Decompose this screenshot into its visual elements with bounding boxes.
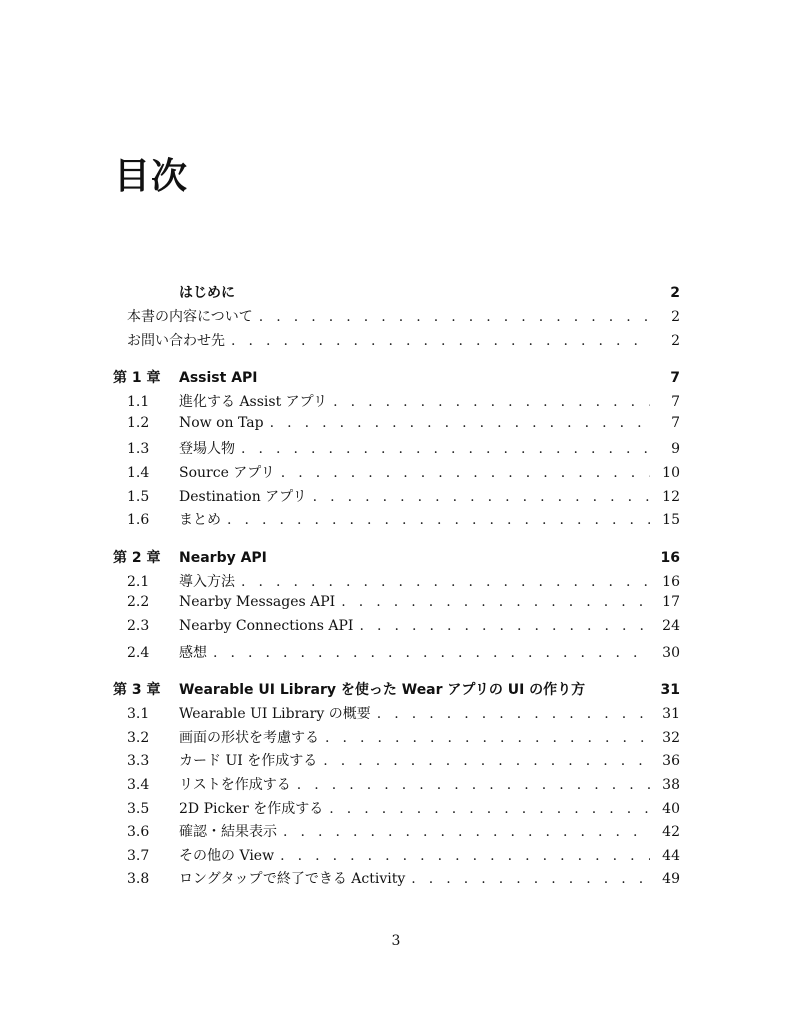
- page-title: 目次: [114, 156, 189, 197]
- toc-chapter: [113, 547, 680, 665]
- dot-leader: [280, 848, 650, 864]
- toc-chapter: [113, 367, 680, 533]
- chapter-number: 第 1 章: [113, 370, 161, 387]
- section-number: 3.8: [127, 871, 150, 888]
- section-number: 2.1: [127, 573, 150, 590]
- chapter-number: 第 2 章: [113, 549, 161, 566]
- toc-entry[interactable]: [113, 391, 680, 415]
- section-page: 36: [662, 753, 680, 770]
- toc-chapter: [113, 679, 680, 892]
- dot-leader: [227, 512, 650, 528]
- section-title: お問い合わせ先: [127, 332, 225, 349]
- toc-entry[interactable]: [113, 594, 680, 618]
- section-page: 7: [671, 394, 680, 411]
- section-title: 進化する Assist アプリ: [179, 394, 328, 411]
- chapter-page: 7: [670, 370, 680, 387]
- section-title: Nearby Connections API: [179, 617, 354, 634]
- section-title: 確認・結果表示: [179, 824, 277, 841]
- toc-entry[interactable]: [113, 774, 680, 798]
- section-number: 1.4: [127, 464, 150, 481]
- chapter-heading[interactable]: [113, 282, 680, 306]
- dot-leader: [333, 394, 650, 410]
- section-page: 32: [662, 729, 680, 746]
- chapter-number: 第 3 章: [113, 682, 161, 699]
- chapter-page: 2: [670, 285, 680, 301]
- section-number: 3.7: [127, 847, 150, 864]
- section-title: 登場人物: [179, 441, 235, 458]
- section-number: 1.5: [127, 488, 150, 505]
- toc-entry[interactable]: [113, 845, 680, 869]
- toc-entry[interactable]: [113, 330, 680, 354]
- toc-entry[interactable]: [113, 868, 680, 892]
- page-number: 3: [391, 933, 401, 949]
- section-page: 30: [662, 644, 680, 661]
- dot-leader: [281, 465, 650, 481]
- dot-leader: [313, 489, 650, 505]
- toc-entry[interactable]: [113, 415, 680, 439]
- section-number: 3.1: [127, 706, 150, 723]
- chapter-title: Assist API: [179, 370, 258, 387]
- dot-leader: [329, 801, 650, 817]
- dot-leader: [231, 333, 650, 349]
- toc-entry[interactable]: [113, 750, 680, 774]
- toc-entry[interactable]: [113, 703, 680, 727]
- section-page: 42: [662, 824, 680, 841]
- section-number: 3.6: [127, 824, 150, 841]
- section-page: 49: [662, 871, 680, 888]
- section-page: 44: [662, 847, 680, 864]
- chapter-title: はじめに: [179, 285, 235, 301]
- dot-leader: [213, 645, 650, 661]
- toc-entry[interactable]: [113, 486, 680, 510]
- section-title: Now on Tap: [179, 414, 264, 431]
- chapter-heading[interactable]: [113, 547, 680, 571]
- dot-leader: [241, 574, 650, 590]
- chapter-heading[interactable]: [113, 367, 680, 391]
- dot-leader: [283, 824, 650, 840]
- section-number: 3.5: [127, 800, 150, 817]
- chapter-page: 31: [660, 682, 680, 699]
- dot-leader: [241, 441, 650, 457]
- section-page: 7: [671, 414, 680, 431]
- section-number: 2.2: [127, 594, 150, 611]
- chapter-title: Nearby API: [179, 549, 267, 566]
- section-number: 1.1: [127, 394, 150, 411]
- dot-leader: [411, 871, 650, 887]
- section-page: 10: [662, 464, 680, 481]
- toc-entry[interactable]: [113, 462, 680, 486]
- section-page: 16: [662, 573, 680, 590]
- dot-leader: [325, 730, 650, 746]
- dot-leader: [259, 309, 650, 325]
- section-number: 1.3: [127, 441, 150, 458]
- section-title: Nearby Messages API: [179, 594, 336, 611]
- section-page: 15: [662, 512, 680, 529]
- dot-leader: [359, 618, 650, 634]
- dot-leader: [341, 594, 650, 610]
- section-title: 画面の形状を考慮する: [179, 729, 319, 746]
- chapter-title: Wearable UI Library を使った Wear アプリの UI の作り方: [179, 682, 586, 699]
- section-page: 2: [671, 332, 680, 349]
- section-number: 3.4: [127, 776, 150, 793]
- section-title: ロングタップで終了できる Activity: [179, 871, 406, 888]
- dot-leader: [297, 777, 650, 793]
- section-title: まとめ: [179, 512, 221, 529]
- section-title: その他の View: [179, 847, 275, 864]
- section-title: 感想: [179, 644, 207, 661]
- section-page: 17: [662, 594, 680, 611]
- toc-entry[interactable]: [113, 618, 680, 642]
- section-title: Wearable UI Library の概要: [179, 706, 371, 723]
- section-title: Source アプリ: [179, 464, 275, 481]
- section-page: 38: [662, 776, 680, 793]
- section-title: 本書の内容について: [127, 309, 253, 325]
- section-page: 2: [671, 309, 680, 325]
- section-number: 1.2: [127, 414, 150, 431]
- toc-entry[interactable]: [113, 821, 680, 845]
- section-number: 3.3: [127, 753, 150, 770]
- chapter-heading[interactable]: [113, 679, 680, 703]
- dot-leader: [323, 753, 650, 769]
- dot-leader: [270, 415, 650, 431]
- table-of-contents: [113, 282, 680, 906]
- toc-entry[interactable]: [113, 571, 680, 595]
- toc-entry[interactable]: [113, 509, 680, 533]
- toc-entry[interactable]: [113, 727, 680, 751]
- section-page: 31: [662, 706, 680, 723]
- toc-entry[interactable]: [113, 438, 680, 462]
- toc-entry[interactable]: [113, 798, 680, 822]
- section-title: リストを作成する: [179, 776, 291, 793]
- section-page: 9: [671, 441, 680, 458]
- section-number: 3.2: [127, 729, 150, 746]
- section-title: カード UI を作成する: [179, 753, 318, 770]
- section-page: 24: [662, 617, 680, 634]
- section-number: 2.3: [127, 617, 150, 634]
- section-title: Destination アプリ: [179, 488, 307, 505]
- section-page: 40: [662, 800, 680, 817]
- section-number: 2.4: [127, 644, 150, 661]
- section-page: 12: [662, 488, 680, 505]
- chapter-page: 16: [660, 549, 680, 566]
- toc-entry[interactable]: [113, 642, 680, 666]
- toc-chapter: [113, 282, 680, 353]
- dot-leader: [377, 706, 650, 722]
- toc-entry[interactable]: [113, 306, 680, 330]
- section-title: 導入方法: [179, 573, 235, 590]
- section-title: 2D Picker を作成する: [179, 800, 324, 817]
- section-number: 1.6: [127, 512, 150, 529]
